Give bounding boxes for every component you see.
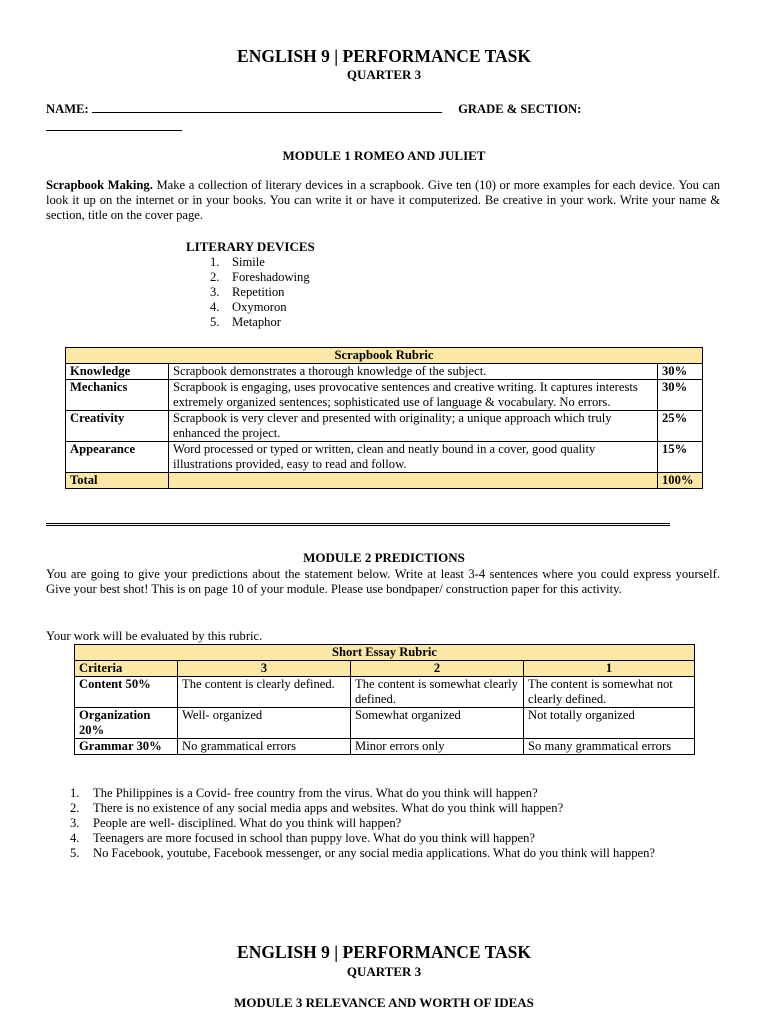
section-divider <box>46 523 670 526</box>
rubric-percent: 30% <box>658 380 703 411</box>
name-grade-line <box>46 101 736 117</box>
page-title: ENGLISH 9 | PERFORMANCE TASK <box>237 46 531 66</box>
list-item: 4. Oxymoron <box>210 300 287 314</box>
column-header: 2 <box>351 661 524 677</box>
list-item: 3. People are well- disciplined. What do you think will happen? <box>70 816 402 830</box>
rubric-criterion: Content 50% <box>75 677 178 708</box>
rubric-description: Word processed or typed or written, clean and neatly bound in a cover, good quality illustrations provided, easy to read and follow. <box>169 442 658 473</box>
rubric-total-label: Total <box>66 473 169 489</box>
rubric-cell: The content is clearly defined. <box>178 677 351 708</box>
rubric-total-blank <box>169 473 658 489</box>
module1-heading: MODULE 1 ROMEO AND JULIET <box>282 148 486 163</box>
rubric-description: Scrapbook is very clever and presented with originality; a unique approach which truly enhanced the project. <box>169 411 658 442</box>
column-header: 1 <box>524 661 695 677</box>
grade-section-label: GRADE & SECTION: <box>458 102 582 116</box>
column-header: 3 <box>178 661 351 677</box>
name-label: NAME: <box>46 102 89 116</box>
rubric-criterion: Grammar 30% <box>75 739 178 755</box>
rubric-cell: Well- organized <box>178 708 351 739</box>
list-item: 1. The Philippines is a Covid- free country from the virus. What do you think will happen? <box>70 786 538 800</box>
module2-heading: MODULE 2 PREDICTIONS <box>303 550 465 565</box>
list-item: 1. Simile <box>210 255 265 269</box>
list-item: 3. Repetition <box>210 285 285 299</box>
rubric-criterion: Appearance <box>66 442 169 473</box>
table-row <box>75 677 695 708</box>
module2-instructions: You are going to give your predictions about the statement below. Write at least 3-4 sentences where you could express yourself. Give your best shot! This is on page 10 of your module. Please use bondpaper/ construction paper for this activity. <box>46 567 720 596</box>
rubric-cell: Not totally organized <box>524 708 695 739</box>
page-title-2: ENGLISH 9 | PERFORMANCE TASK <box>237 942 531 962</box>
list-item: 5. No Facebook, youtube, Facebook messenger, or any social media applications. What do you think will happen? <box>70 846 655 860</box>
rubric-percent: 30% <box>658 364 703 380</box>
table-row-total <box>66 473 703 489</box>
rubric-criterion: Organization 20% <box>75 708 178 739</box>
rubric-criterion: Creativity <box>66 411 169 442</box>
rubric-description: Scrapbook is engaging, uses provocative sentences and creative writing. It captures interests extremely organized sentences; sophisticated use of language & vocabulary. No errors. <box>169 380 658 411</box>
rubric-percent: 15% <box>658 442 703 473</box>
scrapbook-rubric-title: Scrapbook Rubric <box>66 348 703 364</box>
grade-section-field[interactable] <box>46 118 182 131</box>
module1-instructions <box>46 178 720 223</box>
quarter-label: QUARTER 3 <box>346 67 422 82</box>
table-row <box>75 708 695 739</box>
table-row <box>75 739 695 755</box>
statements-list <box>70 786 690 861</box>
list-item: 5. Metaphor <box>210 315 281 329</box>
module1-text: Make a collection of literary devices in a scrapbook. Give ten (10) or more examples for each device. You can look it up on the internet or in your books. You can write it or have it computerized. Be creative in your work. Write your name & section, title on the cover page. <box>46 178 720 222</box>
quarter-label-2: QUARTER 3 <box>346 964 422 979</box>
module3-heading: MODULE 3 RELEVANCE AND WORTH OF IDEAS <box>234 995 534 1010</box>
module2-eval-text: Your work will be evaluated by this rubric. <box>46 629 263 643</box>
name-field[interactable] <box>92 101 442 113</box>
module1-lead: Scrapbook Making. <box>46 178 153 192</box>
rubric-cell: So many grammatical errors <box>524 739 695 755</box>
rubric-percent: 25% <box>658 411 703 442</box>
rubric-cell: No grammatical errors <box>178 739 351 755</box>
table-row <box>66 380 703 411</box>
scrapbook-rubric-table <box>65 347 703 489</box>
table-row <box>66 364 703 380</box>
rubric-total-percent: 100% <box>658 473 703 489</box>
table-row <box>66 411 703 442</box>
short-essay-rubric-title: Short Essay Rubric <box>75 645 695 661</box>
table-header-row <box>75 661 695 677</box>
rubric-cell: The content is somewhat clearly defined. <box>351 677 524 708</box>
list-item: 4. Teenagers are more focused in school than puppy love. What do you think will happen? <box>70 831 535 845</box>
table-row <box>66 442 703 473</box>
rubric-description: Scrapbook demonstrates a thorough knowledge of the subject. <box>169 364 658 380</box>
rubric-cell: The content is somewhat not clearly defined. <box>524 677 695 708</box>
short-essay-rubric-table <box>74 644 695 755</box>
column-header: Criteria <box>75 661 178 677</box>
rubric-cell: Minor errors only <box>351 739 524 755</box>
rubric-criterion: Mechanics <box>66 380 169 411</box>
list-item: 2. There is no existence of any social media apps and websites. What do you think will happen? <box>70 801 564 815</box>
list-item: 2. Foreshadowing <box>210 270 310 284</box>
rubric-criterion: Knowledge <box>66 364 169 380</box>
rubric-cell: Somewhat organized <box>351 708 524 739</box>
literary-devices-title: LITERARY DEVICES <box>186 239 315 254</box>
literary-devices-list <box>210 255 532 330</box>
